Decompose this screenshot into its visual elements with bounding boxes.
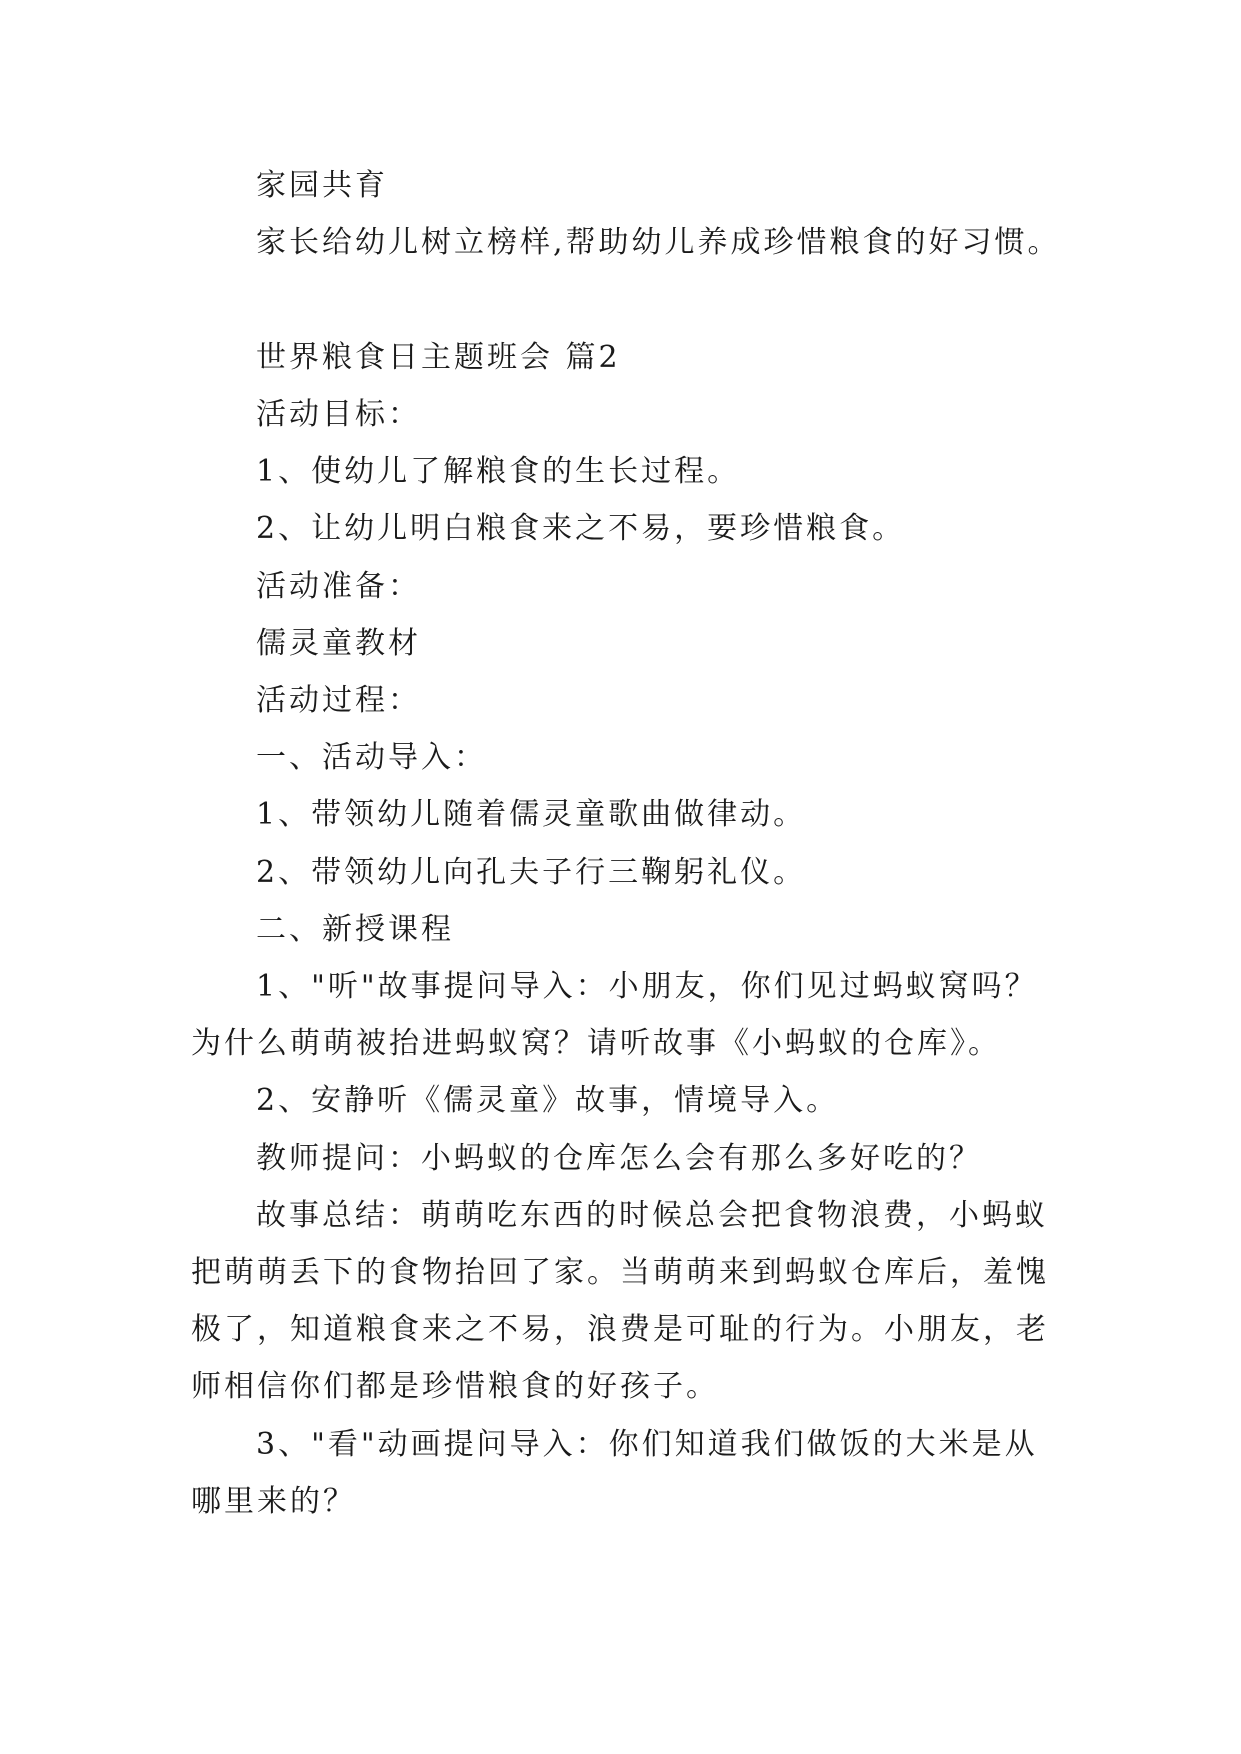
list-item: 2、让幼儿明白粮食来之不易，要珍惜粮食。 xyxy=(256,511,906,546)
paragraph-line: 极了，知道粮食来之不易，浪费是可耻的行为。小朋友，老 xyxy=(191,1312,1049,1347)
paragraph-line: 哪里来的？ xyxy=(191,1484,356,1519)
article-title: 世界粮食日主题班会 篇2 xyxy=(256,340,621,375)
paragraph-line: 儒灵童教材 xyxy=(256,626,421,661)
list-item: 2、带领幼儿向孔夫子行三鞠躬礼仪。 xyxy=(256,855,807,890)
paragraph-line: 故事总结：萌萌吃东西的时候总会把食物浪费，小蚂蚁 xyxy=(256,1198,1048,1233)
subsection-heading: 二、新授课程 xyxy=(256,912,454,947)
list-item: 1、带领幼儿随着儒灵童歌曲做律动。 xyxy=(256,797,807,832)
paragraph-line: 1、"听"故事提问导入：小朋友，你们见过蚂蚁窝吗？ xyxy=(256,969,1038,1004)
paragraph-line: 师相信你们都是珍惜粮食的好孩子。 xyxy=(191,1369,719,1404)
paragraph-line: 3、"看"动画提问导入：你们知道我们做饭的大米是从 xyxy=(256,1427,1038,1462)
paragraph-line: 把萌萌丢下的食物抬回了家。当萌萌来到蚂蚁仓库后，羞愧 xyxy=(191,1255,1049,1290)
section-heading-preparation: 活动准备： xyxy=(256,569,421,604)
section-heading-home-school: 家园共育 xyxy=(256,168,388,203)
paragraph-line: 2、安静听《儒灵童》故事，情境导入。 xyxy=(256,1083,840,1118)
subsection-heading: 一、活动导入： xyxy=(256,740,487,775)
paragraph-line: 教师提问：小蚂蚁的仓库怎么会有那么多好吃的？ xyxy=(256,1141,982,1176)
section-heading-goals: 活动目标： xyxy=(256,397,421,432)
list-item: 1、使幼儿了解粮食的生长过程。 xyxy=(256,454,741,489)
section-heading-process: 活动过程： xyxy=(256,683,421,718)
paragraph-line: 家长给幼儿树立榜样,帮助幼儿养成珍惜粮食的好习惯。 xyxy=(256,225,1061,260)
paragraph-line: 为什么萌萌被抬进蚂蚁窝？请听故事《小蚂蚁的仓库》。 xyxy=(191,1026,1001,1061)
